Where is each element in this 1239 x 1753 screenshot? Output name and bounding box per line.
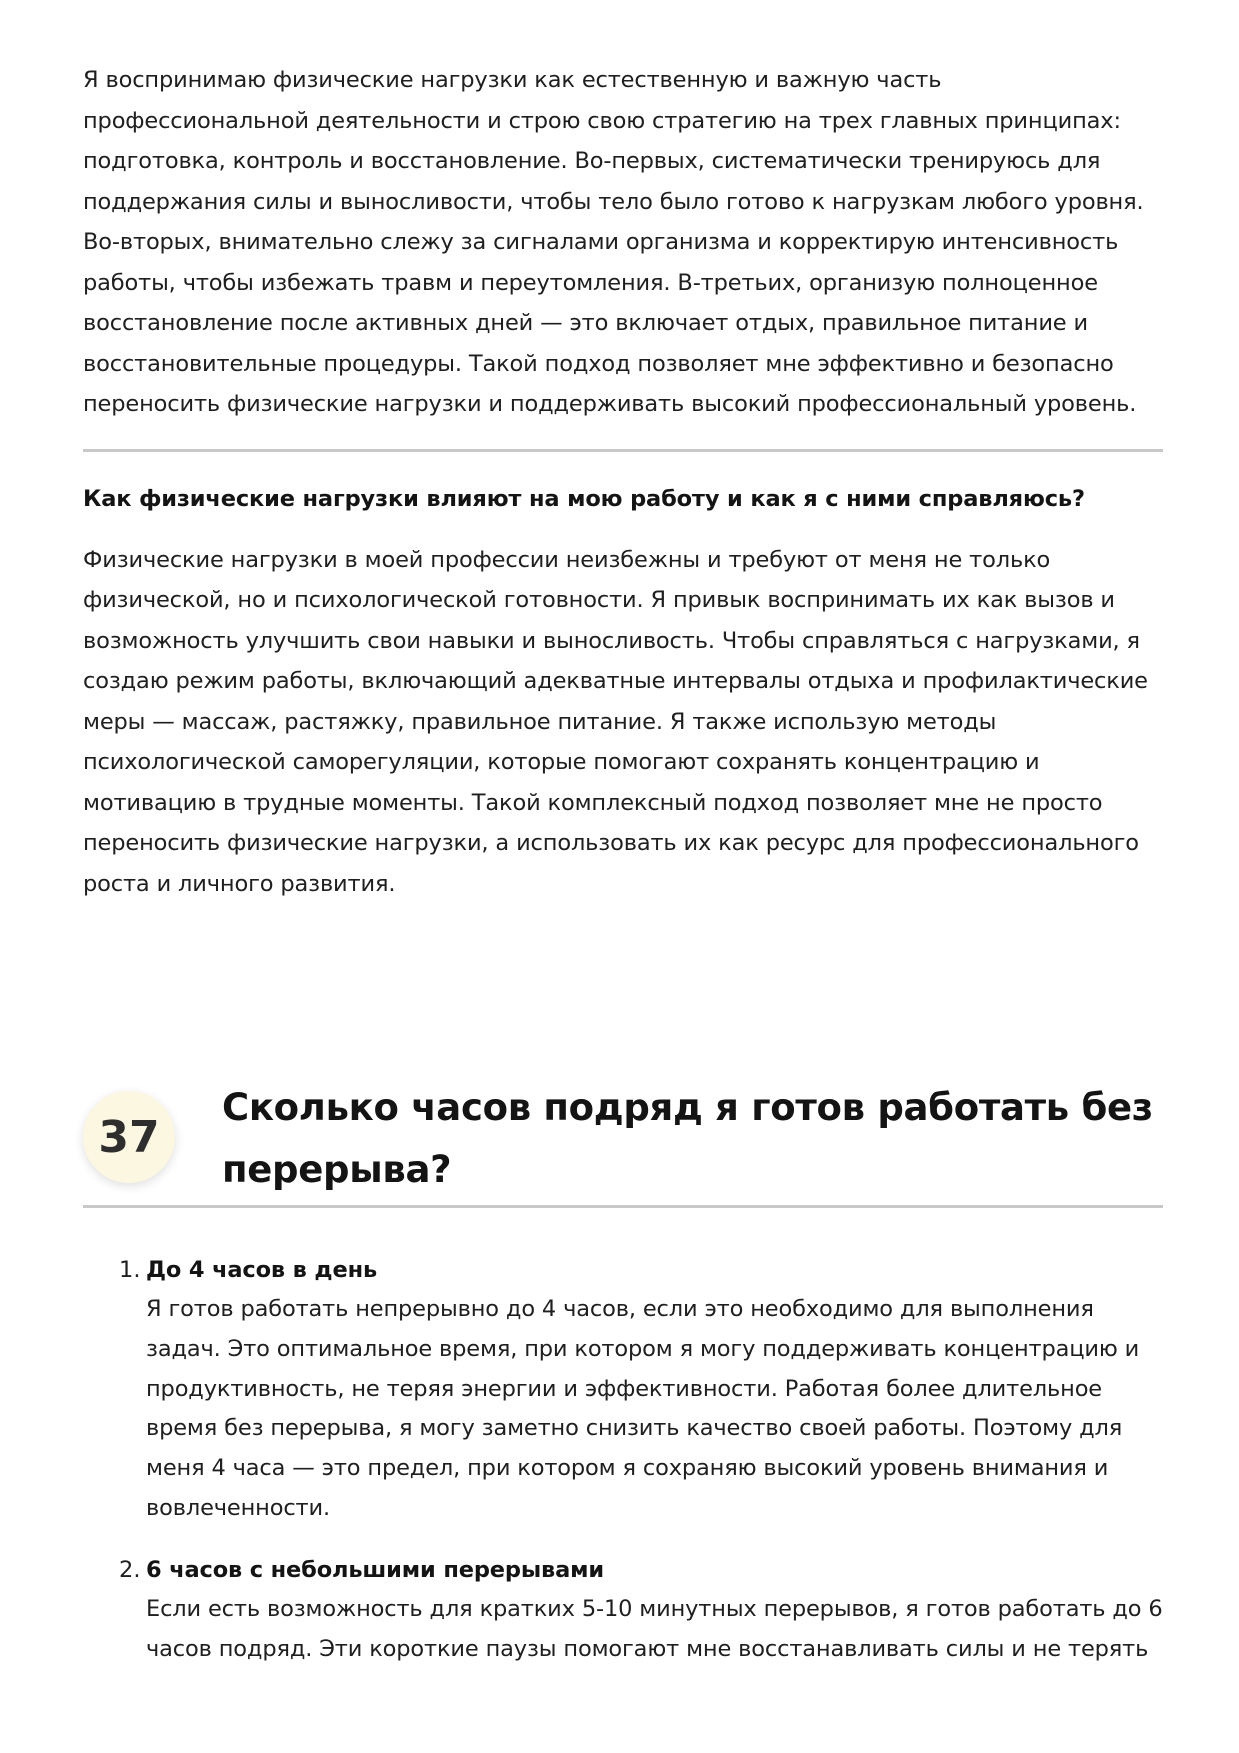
question-section: [83, 1077, 1163, 1662]
answer-item: [119, 1250, 1163, 1529]
question-divider: [83, 1205, 1163, 1208]
answer-text: Если есть возможность для кратких 5-10 минутных перерывов, я готов работать до 6 часов подряд. Эти короткие паузы помогают мне восстанавливать силы и не терять: [146, 1595, 1163, 1662]
answer-text: Я готов работать непрерывно до 4 часов, если это необходимо для выполнения задач. Это оптимальное время, при котором я могу поддерживать концентрацию и продуктивность, не теряя энергии и эффективности. Работая более длительное время без перерыва, я могу заметно снизить качество своей работы. Поэтому для меня 4 часа — это предел, при котором я сохраняю высокий уровень внимания и вовлеченности.: [146, 1296, 1140, 1521]
answer-list: [119, 1250, 1163, 1690]
question-header: [83, 1077, 1163, 1207]
question-number-badge: 37: [83, 1091, 175, 1183]
answer-title: До 4 часов в день: [146, 1257, 378, 1283]
answer-number: 1.: [119, 1257, 141, 1283]
question-title: Сколько часов подряд я готов работать без перерыва?: [222, 1086, 1154, 1191]
followup-paragraph: Физические нагрузки в моей профессии неизбежны и требуют от меня не только физической, но и психологической готовности. Я привык воспринимать их как вызов и возможность улучшить свои навыки и выносливость. Чтобы справляться с нагрузками, я создаю режим работы, включающий адекватные интервалы отдыха и профилактические меры — массаж, растяжку, правильное питание. Я также использую методы психологической саморегуляции, которые помогают сохранять концентрацию и мотивацию в трудные моменты. Такой комплексный подход позволяет мне не просто переносить физические нагрузки, а использовать их как ресурс для профессионального роста и личного развития.: [83, 546, 1148, 897]
answer-item: [119, 1550, 1163, 1670]
page-content: [83, 60, 1163, 904]
followup-heading: Как физические нагрузки влияют на мою работу и как я с ними справляюсь?: [83, 485, 1085, 512]
answer-number: 2.: [119, 1556, 141, 1583]
intro-paragraph: Я воспринимаю физические нагрузки как естественную и важную часть профессиональной деятельности и строю свою стратегию на трех главных принципах: подготовка, контроль и восстановление. Во-первых, систематически тренируюсь для поддержания силы и выносливости, чтобы тело было готово к нагрузкам любого уровня. Во-вторых, внимательно слежу за сигналами организма и корректирую интенсивность работы, чтобы избежать травм и переутомления. В-третьих, организую полноценное восстановление после активных дней — это включает отдых, правильное питание и восстановительные процедуры. Такой подход позволяет мне эффективно и безопасно переносить физические нагрузки и поддерживать высокий профессиональный уровень.: [83, 67, 1144, 417]
answer-title: 6 часов с небольшими перерывами: [146, 1556, 605, 1583]
divider: [83, 449, 1163, 452]
